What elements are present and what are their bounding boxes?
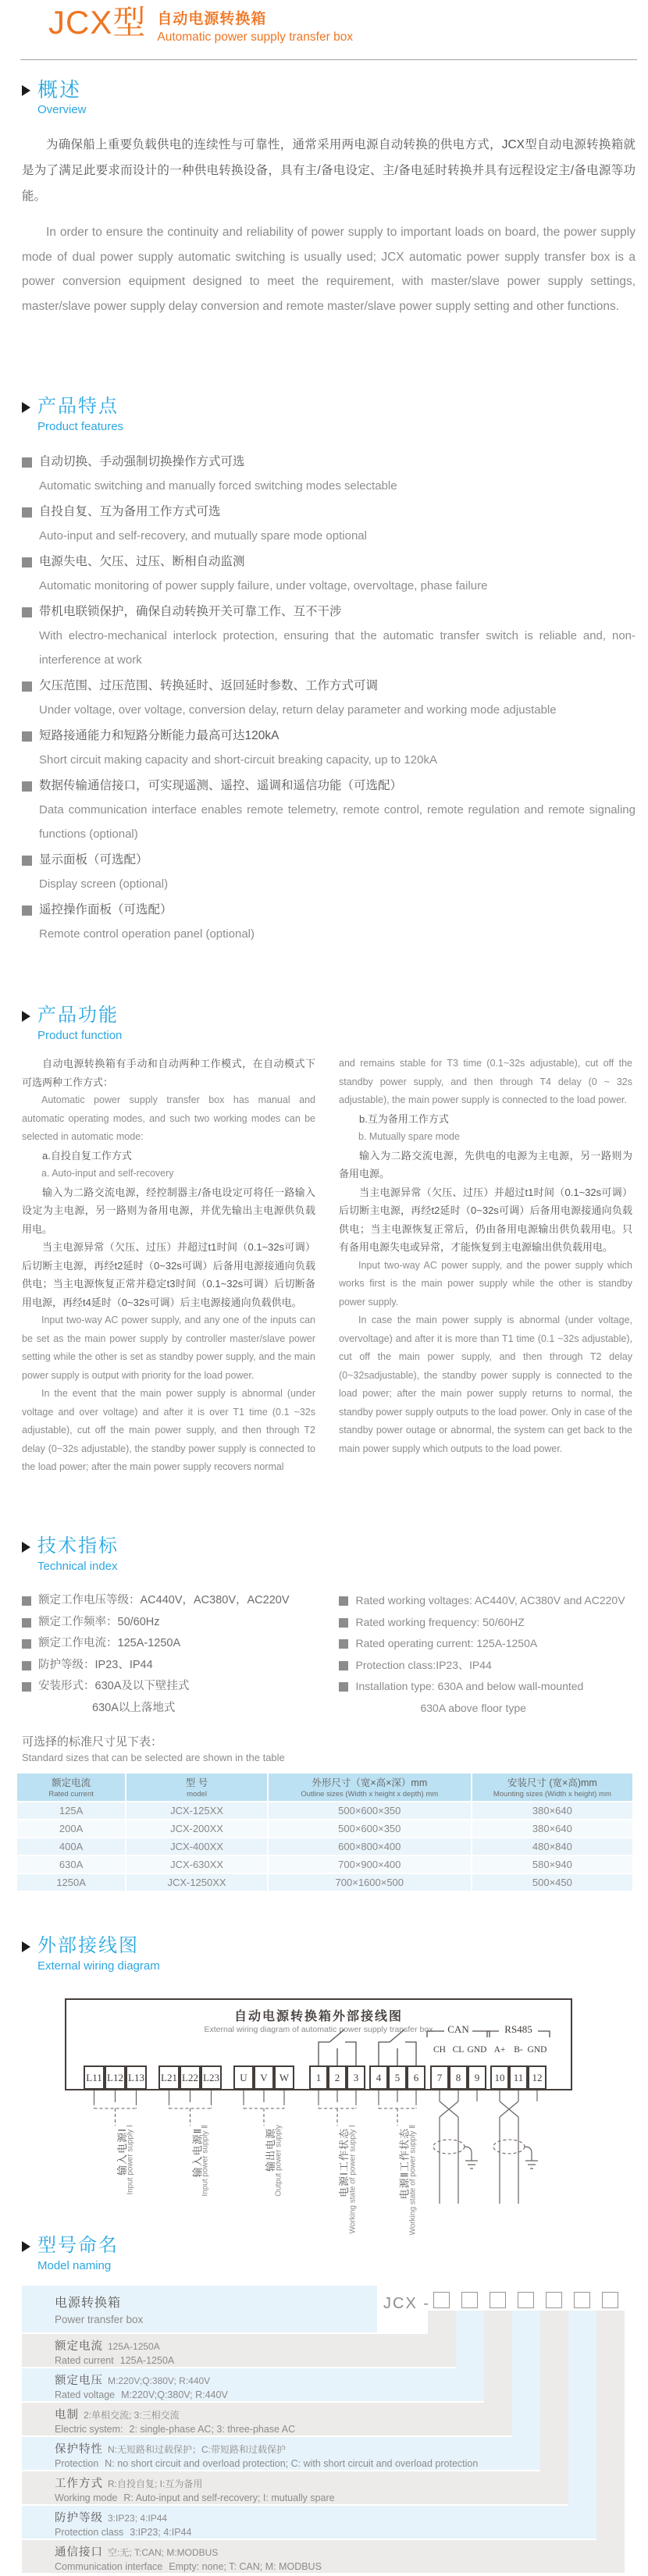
function-paragraph: Input two-way AC power supply, and the power supply which works first is the main power supply while the other is standby power supply. <box>339 1259 632 1308</box>
section-marker-icon <box>22 85 30 96</box>
function-paragraph: In case the main power supply is abnormal (under voltage, overvoltage) and after it is more than T1 time (0.1 ~32s adjustable), cut off the main power supply, and then through T2 delay (0~32sadjustable), the standby power supply is connected to the load power; after the main power supply returns to normal, the standby power supply outputs to the load power. Only in case of the standby power outage or abnormal, the system can get back to the main power supply which outputs to the load power. <box>339 1315 632 1454</box>
section-marker-icon <box>22 2241 30 2252</box>
can-pin-label: CH <box>433 2045 446 2055</box>
technical-item-continued: 630A以上落地式 <box>92 1701 176 1714</box>
bullet-square-icon <box>22 1661 31 1670</box>
bullet-square-icon <box>22 731 32 742</box>
rs485-pin-label: A+ <box>493 2045 506 2055</box>
terminal-cell: 10 <box>490 2065 509 2090</box>
section-marker-icon <box>22 1941 30 1952</box>
feature-item-en: Auto-input and self-recovery, and mutually spare mode optional <box>39 529 367 543</box>
bullet-square-icon <box>22 1682 31 1692</box>
function-paragraph: 输入为二路交流电源，先供电的电源为主电源，另一路则为备用电源。 <box>339 1149 632 1179</box>
naming-strip <box>456 2311 484 2368</box>
bullet-square-icon <box>339 1596 348 1606</box>
section-title-zh: 技术指标 <box>37 1535 119 1557</box>
function-paragraph: b. Mutually spare mode <box>358 1131 460 1142</box>
col-header: 型 号 model <box>126 1774 267 1801</box>
naming-strip <box>484 2311 512 2403</box>
bullet-square-icon <box>339 1661 348 1670</box>
bullet-square-icon <box>22 681 32 692</box>
terminal-cell: L12 <box>105 2065 126 2090</box>
bullet-square-icon <box>22 781 32 792</box>
technical-item: 防护等级：IP23、IP44 <box>22 1655 329 1677</box>
technical-item: Protection class:IP23、IP44 <box>339 1655 636 1677</box>
feature-list <box>22 450 636 946</box>
feature-item: 显示面板（可选配） <box>22 849 636 872</box>
overview-paragraph-zh: 为确保船上重要负载供电的连续性与可靠性，通常采用两电源自动转换的供电方式，JCX型自动电源转换箱就是为了满足此要求而设计的一种供电转换设备，具有主/备电设定、主/备电延时转换并具有远程设定主/备电源等功能。 <box>22 138 636 203</box>
technical-item: 安装形式：630A及以下壁挂式 <box>22 1676 329 1698</box>
section-title-en: Technical index <box>37 1560 118 1573</box>
terminal-cell: L13 <box>126 2065 147 2090</box>
diagram-title-zh: 自动电源转换箱外部接线图 <box>233 2010 403 2023</box>
feature-item: 欠压范围、过压范围、转换延时、返回延时参数、工作方式可调 <box>22 674 636 698</box>
naming-row: 额定电流 125A-1250A Rated current 125A-1250A <box>22 2334 456 2367</box>
function-paragraph: Input two-way AC power supply, and any one of the inputs can be set as the main power supply by controller master/slave power setting while the other is set as standby power supply, and the main power supply is output with priority for the load power. <box>22 1315 315 1381</box>
naming-strip <box>512 2311 540 2437</box>
feature-item: 电源失电、欠压、过压、断相自动监测 <box>22 550 636 574</box>
section-title-en: Product features <box>37 420 124 433</box>
sizes-table <box>16 1772 634 1892</box>
terminal-cell: 7 <box>430 2065 449 2090</box>
technical-item: 额定工作电压等级：AC440V，AC380V，AC220V <box>22 1590 329 1612</box>
function-paragraph: 输入为二路交流电源，经控制器主/备电设定可将任一路输入设定为主电源，另一路则为备用电源，并优先输出主电源供负载用电。 <box>22 1186 315 1235</box>
table-header-row <box>17 1774 632 1801</box>
section-marker-icon <box>22 1542 30 1553</box>
technical-item: Rated working frequency: 50/60HZ <box>339 1612 636 1634</box>
section-title-en: External wiring diagram <box>37 1959 160 1973</box>
col-header: 安装尺寸 (宽×高)mm Mounting sizes (Width x height) mm <box>472 1774 632 1801</box>
model-code-box <box>490 2292 506 2308</box>
overview-paragraph-en: In order to ensure the continuity and reliability of power supply to important loads on board, the power supply mode of dual power supply automatic switching is usually used; JCX automatic power supply transfer box is a power conversion equipment designed to meet the requirement, with master/slave power supply settings, master/slave power supply delay conversion and remote master/slave power supply setting and other functions. <box>22 226 636 313</box>
feature-item-en: Short circuit making capacity and short-circuit breaking capacity, up to 120kA <box>39 753 437 767</box>
technical-item: Installation type: 630A and below wall-mounted <box>339 1676 636 1698</box>
naming-row: 电源转换箱 Power transfer box <box>22 2286 377 2332</box>
technical-right-column <box>339 1590 636 1719</box>
bullet-square-icon <box>22 1639 31 1649</box>
section-title-en: Product function <box>37 1029 123 1042</box>
wire-group-label-en: Working state of power supply Ⅰ <box>348 2125 357 2234</box>
model-code-box <box>574 2292 590 2308</box>
wire-group-label-en: Working state of power supply Ⅱ <box>408 2125 417 2236</box>
brand-header <box>48 5 353 44</box>
terminal-cell: 6 <box>407 2065 425 2090</box>
col-header: 额定电流 Rated current <box>17 1774 125 1801</box>
section-overview <box>22 78 636 318</box>
naming-row: 工作方式 R:自投自复; I:互为备用 Working mode R: Auto-input and self-recovery; I: mutually spare <box>22 2471 568 2504</box>
terminal-cell: V <box>254 2065 274 2090</box>
can-pin-label: GND <box>467 2045 487 2055</box>
sizes-caption <box>22 1733 636 1763</box>
section-title-zh: 产品特点 <box>37 396 119 417</box>
model-code-box <box>602 2292 618 2308</box>
bullet-square-icon <box>22 906 32 916</box>
sizes-caption-en: Standard sizes that can be selected are shown in the table <box>22 1752 285 1763</box>
function-paragraph: 自动电源转换箱有手动和自动两种工作模式，在自动模式下可选两种工作方式： <box>22 1058 315 1088</box>
section-technical <box>22 1535 636 1719</box>
function-paragraph: a.自投自复工作方式 <box>42 1149 132 1162</box>
feature-item: 数据传输通信接口，可实现遥测、遥控、遥调和遥信功能（可选配） <box>22 774 636 798</box>
feature-item: 自动切换、手动强制切换操作方式可选 <box>22 450 636 474</box>
header-divider <box>20 59 637 60</box>
bullet-square-icon <box>22 1618 31 1628</box>
naming-strip <box>428 2311 456 2334</box>
table-row: 400A JCX-400XX 600×800×400 480×840 <box>17 1838 632 1855</box>
can-bus-label: CAN <box>447 2023 469 2035</box>
terminal-cell: 4 <box>369 2065 388 2090</box>
naming-strip <box>568 2311 596 2506</box>
terminal-cell: L11 <box>84 2065 105 2090</box>
technical-left-column <box>22 1590 329 1719</box>
function-paragraph: Automatic power supply transfer box has manual and automatic operating modes, and such two working modes can be selected in automatic mode: <box>22 1094 315 1142</box>
bullet-square-icon <box>22 557 32 568</box>
model-code-box <box>461 2292 478 2308</box>
wiring-leads-icon <box>65 2090 572 2235</box>
model-code-prefix: JCX - <box>383 2295 431 2312</box>
bullet-square-icon <box>339 1639 348 1649</box>
function-right-column <box>339 1055 632 1477</box>
function-paragraph: a. Auto-input and self-recovery <box>41 1168 174 1179</box>
technical-item-continued: 630A above floor type <box>420 1701 526 1714</box>
rs485-pin-label: B- <box>514 2045 523 2055</box>
bullet-square-icon <box>22 856 32 866</box>
feature-item-en: Display screen (optional) <box>39 877 169 891</box>
feature-item: 遥控操作面板（可选配） <box>22 898 636 922</box>
function-left-column <box>22 1055 315 1477</box>
section-title-en: Model naming <box>37 2259 112 2272</box>
terminal-cell: U <box>233 2065 254 2090</box>
can-pin-label: CL <box>452 2045 465 2055</box>
feature-item: 带机电联锁保护，确保自动转换开关可靠工作、互不干涉 <box>22 600 636 624</box>
naming-row: 保护特性 N:无短路和过载保护；C:带短路和过载保护 Protection N: no short circuit and overload protection; C: with short circuit and overload protection <box>22 2437 540 2470</box>
technical-item: 额定工作电流：125A-1250A <box>22 1633 329 1655</box>
section-title-zh: 概述 <box>37 78 82 101</box>
bullet-square-icon <box>339 1618 348 1628</box>
wire-group-label-zh: 电源Ⅱ工作状态 <box>398 2128 410 2200</box>
terminal-cell: 11 <box>509 2065 528 2090</box>
naming-strip <box>596 2311 625 2540</box>
sizes-caption-zh: 可选择的标准尺寸见下表： <box>22 1735 163 1749</box>
wire-group-label-en: Input power supply Ⅰ <box>126 2125 135 2195</box>
rs485-bus-label: RS485 <box>504 2023 532 2035</box>
feature-item-en: Under voltage, over voltage, conversion delay, return delay parameter and working mode adjustable <box>39 703 557 717</box>
function-paragraph: 当主电源异常（欠压、过压）并超过t1时间（0.1~32s可调）后切断主电源，再经t2延时（0~32s可调）后备用电源接通向负载供电；当主电源恢复正常后，仍由备用电源输出供负载用电。只有备用电源失电或异常，才能恢复到主电源输出供负载用电。 <box>339 1186 632 1253</box>
terminal-cell: 5 <box>388 2065 407 2090</box>
terminal-cell: 12 <box>528 2065 547 2090</box>
section-wiring <box>22 1934 636 1973</box>
wire-group-label-zh: 输出电源 <box>265 2128 276 2172</box>
table-row: 200A JCX-200XX 500×600×350 380×640 <box>17 1820 632 1837</box>
terminal-cell: L22 <box>180 2065 201 2090</box>
model-code-box <box>433 2292 450 2308</box>
function-paragraph: 当主电源异常（欠压、过压）并超过t1时间（0.1~32s可调）后切断主电源，再经t2延时（0~32s可调）后备用电源接通向负载供电；当主电源恢复正常并稳定t3时间（0.1~32s可调）后切断备用电源，再经t4延时（0~32s可调）后主电源接通向负载供电。 <box>22 1241 315 1308</box>
terminal-cell: 9 <box>468 2065 486 2090</box>
diagram-title-en: External wiring diagram of automatic power supply transfer box <box>204 2025 433 2034</box>
function-paragraph: b.互为备用工作方式 <box>359 1112 449 1125</box>
bullet-square-icon <box>22 457 32 468</box>
terminal-cell: W <box>274 2065 294 2090</box>
model-code-box <box>546 2292 562 2308</box>
terminal-cell: 3 <box>347 2065 365 2090</box>
technical-item: Rated working voltages: AC440V, AC380V and AC220V <box>339 1590 636 1612</box>
technical-item: Rated operating current: 125A-1250A <box>339 1633 636 1655</box>
bullet-square-icon <box>22 507 32 518</box>
section-features <box>22 395 636 948</box>
section-title-zh: 外部接线图 <box>37 1935 139 1956</box>
naming-strip <box>540 2311 568 2471</box>
terminal-cell: 1 <box>309 2065 328 2090</box>
bullet-square-icon <box>22 1596 31 1606</box>
feature-item-en: Automatic switching and manually forced switching modes selectable <box>39 479 397 493</box>
bullet-square-icon <box>339 1682 348 1692</box>
section-naming <box>22 2234 636 2272</box>
technical-item: 额定工作频率：50/60Hz <box>22 1612 329 1634</box>
product-name-en: Automatic power supply transfer box <box>157 30 354 44</box>
wire-group-label-zh: 电源Ⅰ工作状态 <box>338 2128 350 2197</box>
feature-item-en: Data communication interface enables remote telemetry, remote control, remote regulation and remote signaling functions (optional) <box>39 803 636 841</box>
col-header: 外形尺寸（宽×高×深）mm Outline sizes (Width x height x depth) mm <box>269 1774 471 1801</box>
naming-row: 通信接口 空:无; T:CAN; M:MODBUS Communication interface Empty: none; T: CAN; M: MODBUS <box>22 2540 625 2573</box>
wire-group-label-en: Output power supply <box>275 2125 283 2197</box>
feature-item-en: Remote control operation panel (optional) <box>39 927 255 941</box>
terminal-cell: 2 <box>328 2065 347 2090</box>
section-function <box>22 1004 636 1477</box>
table-row: 1250A JCX-1250XX 700×1600×500 500×450 <box>17 1874 632 1891</box>
section-title-zh: 产品功能 <box>37 1005 119 1026</box>
terminal-cell: L21 <box>158 2065 180 2090</box>
section-title-en: Overview <box>37 103 87 116</box>
function-paragraph: In the event that the main power supply is abnormal (under voltage and over voltage) and after it is over T1 time (0.1 ~32s adjustable), cut off the main power supply, and then through T2 delay (0~32s adjustable), the standby power supply is connected to the load power; after the main power supply recovers normal <box>22 1388 315 1472</box>
wire-group-label-zh: 输入电源Ⅰ <box>116 2128 128 2176</box>
naming-row: 防护等级 3:IP23; 4:IP44 Protection class 3:IP23; 4:IP44 <box>22 2506 596 2539</box>
feature-item: 短路接通能力和短路分断能力最高可达120kA <box>22 724 636 748</box>
wire-group-label-en: Input power supply Ⅱ <box>201 2125 210 2197</box>
feature-item-en: With electro-mechanical interlock protection, ensuring that the automatic transfer switch is reliable and, non-interference at work <box>39 629 636 667</box>
feature-item: 自投自复、互为备用工作方式可选 <box>22 500 636 524</box>
terminal-cell: L23 <box>201 2065 222 2090</box>
naming-row: 额定电压 M:220V;Q:380V; R:440V Rated voltage M:220V;Q:380V; R:440V <box>22 2368 484 2401</box>
function-paragraph: and remains stable for T3 time (0.1~32s adjustable), cut off the standby power supply, and then through T4 delay (0 ~ 32s adjustable), the main power supply is connected to the load power. <box>339 1058 632 1105</box>
section-title-zh: 型号命名 <box>37 2235 119 2256</box>
bullet-square-icon <box>22 607 32 617</box>
terminal-cell: 8 <box>449 2065 468 2090</box>
feature-item-en: Automatic monitoring of power supply failure, under voltage, overvoltage, phase failure <box>39 579 488 592</box>
table-row: 630A JCX-630XX 700×900×400 580×940 <box>17 1856 632 1873</box>
product-model: JCX型 <box>48 4 147 41</box>
rs485-pin-label: GND <box>527 2045 547 2055</box>
wire-group-label-zh: 输入电源Ⅱ <box>191 2128 203 2178</box>
section-marker-icon <box>22 1011 30 1022</box>
model-code-box <box>518 2292 534 2308</box>
table-row: 125A JCX-125XX 500×600×350 380×640 <box>17 1802 632 1819</box>
product-name-zh: 自动电源转换箱 <box>157 11 267 27</box>
section-marker-icon <box>22 402 30 413</box>
naming-row: 电制 2:单相交流; 3:三相交流 Electric system: 2: single-phase AC; 3: three-phase AC <box>22 2403 512 2435</box>
